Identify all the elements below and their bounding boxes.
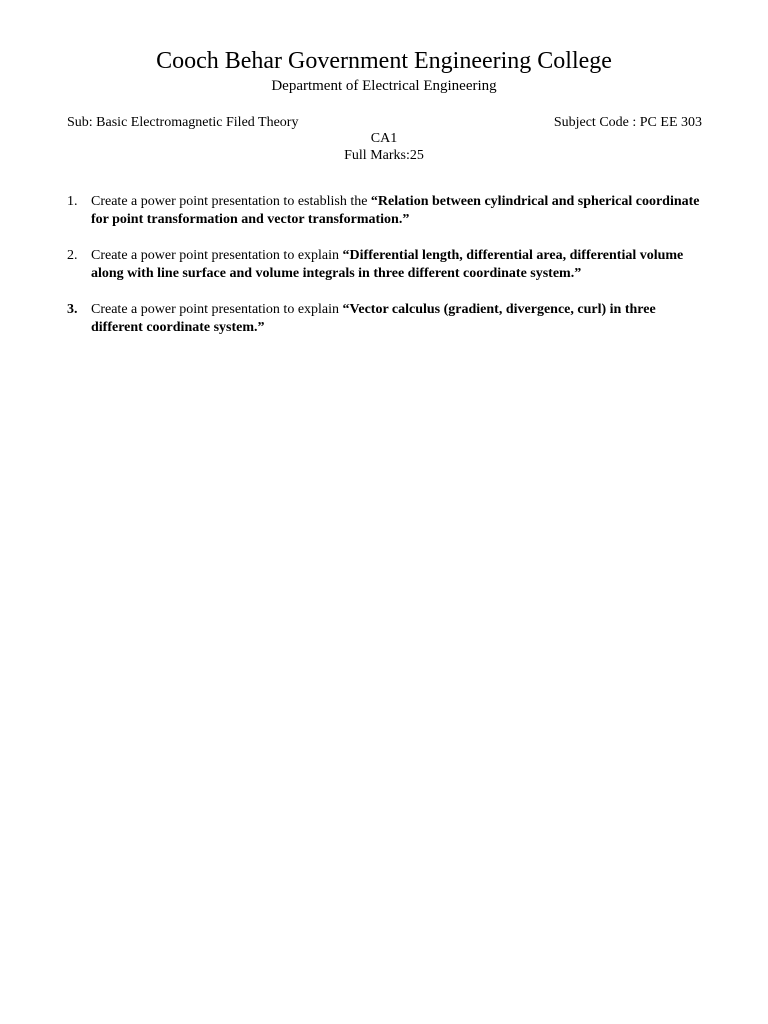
subject-name: Sub: Basic Electromagnetic Filed Theory	[67, 115, 299, 130]
subject-code: Subject Code : PC EE 303	[553, 115, 702, 130]
question-item	[67, 247, 707, 283]
question-topic: “Vector calculus (gradient, divergence, curl) in three different coordinate system.”	[91, 302, 656, 335]
question-item	[67, 301, 707, 337]
department-name: Department of Electrical Engineering	[271, 78, 497, 94]
full-marks: Full Marks:25	[344, 148, 424, 163]
question-item	[67, 193, 707, 229]
exam-name: CA1	[370, 131, 398, 146]
question-number: 2.	[67, 248, 78, 263]
question-intro: Create a power point presentation to explain	[91, 248, 343, 263]
college-name: Cooch Behar Government Engineering College	[156, 48, 612, 74]
question-topic: “Relation between cylindrical and spherical coordinate for point transformation and vector transformation.”	[91, 194, 700, 227]
question-intro: Create a power point presentation to explain	[91, 302, 343, 317]
question-topic: “Differential length, differential area, differential volume along with line surface and volume integrals in three different coordinate system.”	[91, 248, 684, 281]
question-number: 1.	[67, 194, 78, 209]
question-list	[67, 193, 707, 355]
question-number: 3.	[67, 302, 78, 317]
question-intro: Create a power point presentation to establish the	[91, 194, 371, 209]
